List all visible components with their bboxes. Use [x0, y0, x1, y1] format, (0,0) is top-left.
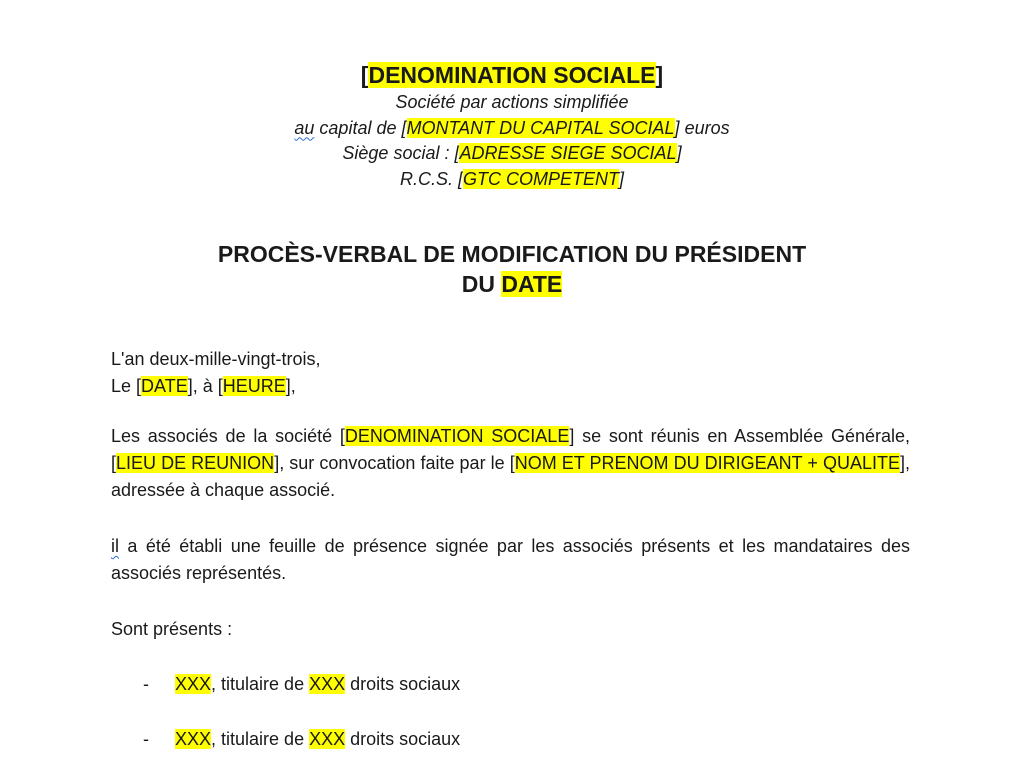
- associate-name-placeholder: XXX: [175, 674, 212, 694]
- list-item: - XXX, titulaire de XXX droits sociaux: [143, 671, 460, 698]
- associates-paragraph: Les associés de la société [DENOMINATION SOCIALE] se sont réunis en Assemblée Générale, [LIEU DE REUNION], sur convocation faite par le [NOM ET PRENOM DU DIRIGEANT + QUALITE], adressée à chaque associé.: [111, 426, 911, 500]
- title-line-2: DU DATE: [461, 271, 563, 297]
- list-item: - XXX, titulaire de XXX droits sociaux: [143, 726, 460, 753]
- company-name-placeholder: DENOMINATION SOCIALE: [368, 62, 656, 88]
- document-title: [0, 239, 1024, 299]
- presence-paragraph: il a été établi une feuille de présence signée par les associés présents et les mandataires des associés représentés.: [111, 536, 910, 583]
- capital-amount-placeholder: MONTANT DU CAPITAL SOCIAL: [406, 117, 675, 138]
- spellcheck-word: au: [294, 117, 315, 138]
- title-line-1: PROCÈS-VERBAL DE MODIFICATION DU PRÉSIDENT: [217, 241, 807, 267]
- presents-label: Sont présents :: [111, 619, 233, 639]
- date-placeholder: DATE: [141, 376, 188, 396]
- shares-count-placeholder: XXX: [309, 674, 346, 694]
- date-time-line: Le [DATE], à [HEURE],: [111, 376, 296, 396]
- bullet-dash: -: [143, 729, 149, 749]
- spellcheck-word: il: [111, 536, 119, 556]
- company-name: [DENOMINATION SOCIALE]: [360, 62, 664, 88]
- company-header: [0, 60, 1024, 192]
- rcs-line: R.C.S. [GTC COMPETENT]: [399, 168, 625, 189]
- siege-placeholder: ADRESSE SIEGE SOCIAL: [459, 143, 677, 163]
- convener-placeholder: NOM ET PRENOM DU DIRIGEANT + QUALITE: [514, 453, 900, 473]
- company-type: Société par actions simplifiée: [395, 92, 629, 112]
- company-placeholder: DENOMINATION SOCIALE: [344, 426, 570, 446]
- year-line: L'an deux-mille-vingt-trois,: [111, 349, 321, 369]
- intro-block: [111, 346, 910, 400]
- associate-name-placeholder: XXX: [175, 729, 212, 749]
- shares-count-placeholder: XXX: [309, 729, 346, 749]
- title-date-placeholder: DATE: [501, 271, 563, 297]
- capital-line: au capital de [MONTANT DU CAPITAL SOCIAL] euros: [294, 117, 730, 138]
- bullet-dash: -: [143, 674, 149, 694]
- rcs-placeholder: GTC COMPETENT: [463, 168, 619, 189]
- time-placeholder: HEURE: [222, 376, 286, 396]
- meeting-place-placeholder: LIEU DE REUNION: [116, 453, 275, 473]
- siege-line: Siège social : [ADRESSE SIEGE SOCIAL]: [342, 143, 682, 163]
